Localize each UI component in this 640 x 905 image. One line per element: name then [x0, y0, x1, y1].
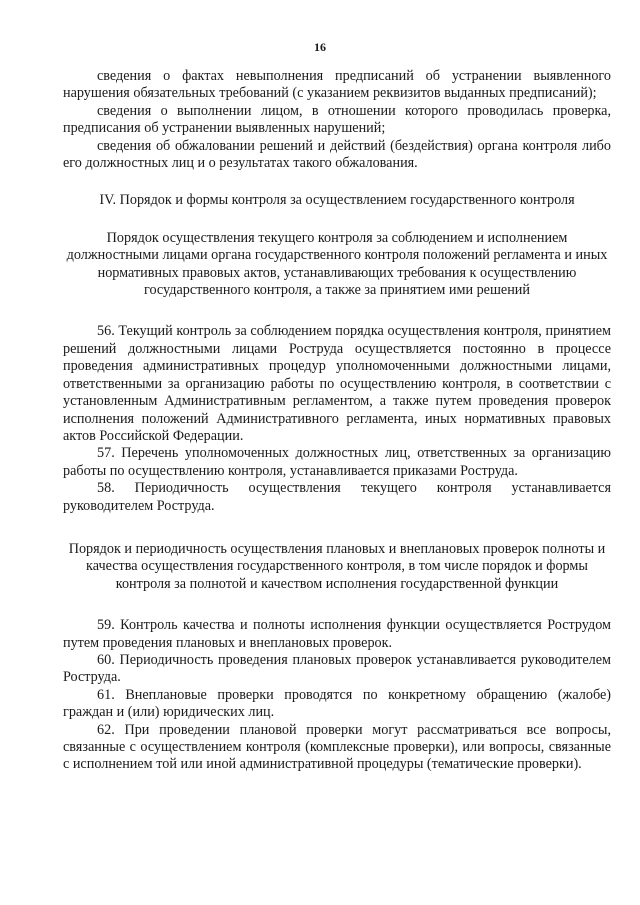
- paragraph-57: 57. Перечень уполномоченных должностных лиц, ответственных за организацию работы по осуществлению контроля, устанавливается приказами Роструда.: [63, 445, 611, 479]
- paragraph-59: 59. Контроль качества и полноты исполнения функции осуществляется Рострудом путем проведения плановых и внеплановых проверок.: [63, 617, 611, 651]
- intro-paragraph: сведения о выполнении лицом, в отношении которого проводилась проверка, предписания об устранении выявленных нарушений;: [63, 102, 611, 137]
- paragraph-58: 58. Периодичность осуществления текущего контроля устанавливается руководителем Роструда.: [63, 480, 611, 514]
- section-heading: IV. Порядок и формы контроля за осуществлением государственного контроля: [99, 192, 575, 209]
- intro-paragraph: сведения об обжаловании решений и действий (бездействия) органа контроля либо его должностных лиц и о результатах такого обжалования.: [63, 137, 611, 172]
- document-body: [63, 68, 611, 774]
- paragraph-62: 62. При проведении плановой проверки могут рассматриваться все вопросы, связанные с осуществлением контроля (комплексные проверки), или вопросы, связанные с исполнением той или иной административной процедуры (тематические проверки).: [63, 721, 611, 773]
- inspections-block: [63, 617, 611, 774]
- subheading-current-control: Порядок осуществления текущего контроля за соблюдением и исполнением должностными лицами органа государственного контроля положений регламента и иных нормативных правовых актов, устанавливающих требования к осуществлению государственного контроля, а также за принятием ими решений: [66, 229, 608, 299]
- paragraph-61: 61. Внеплановые проверки проводятся по конкретному обращению (жалобе) граждан и (или) юридических лиц.: [63, 686, 611, 721]
- subheading-inspections: Порядок и периодичность осуществления плановых и внеплановых проверок полноты и качества осуществления государственного контроля, в том числе порядок и формы контроля за полнотой и качеством исполнения государственной функции: [68, 540, 606, 592]
- current-control-block: [63, 323, 611, 514]
- intro-paragraph: сведения о фактах невыполнения предписаний об устранении выявленного нарушения обязательных требований (с указанием реквизитов выданных предписаний);: [63, 68, 611, 102]
- paragraph-56: 56. Текущий контроль за соблюдением порядка осуществления контроля, принятием решений должностными лицами Роструда осуществляется постоянно в процессе проведения административных процедур уполномоченными должностными лицами, ответственными за организацию работы по осуществлению контроля, в соответствии с установленным Административным регламентом, а также путем проведения проверок исполнения положений Административного регламента, иных нормативных правовых актов Российской Федерации.: [63, 323, 611, 444]
- paragraph-60: 60. Периодичность проведения плановых проверок устанавливается руководителем Роструда.: [63, 651, 611, 686]
- page-number: 16: [314, 40, 326, 54]
